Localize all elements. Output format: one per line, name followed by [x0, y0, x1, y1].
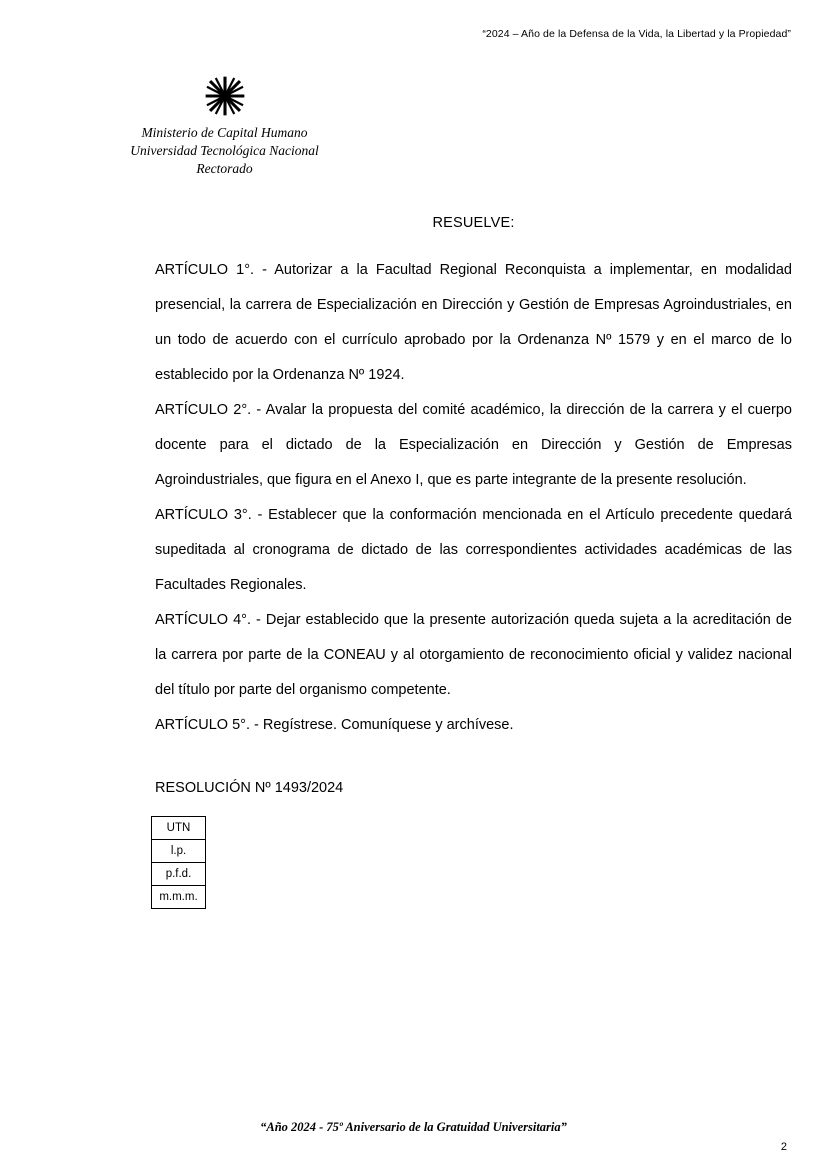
initials-cell-pfd: p.f.d.	[152, 863, 206, 886]
table-row	[152, 817, 206, 840]
letterhead-ministry: Ministerio de Capital Humano	[141, 125, 308, 140]
sun-of-may-emblem-icon	[203, 74, 247, 118]
letterhead	[112, 74, 337, 178]
table-row	[152, 886, 206, 909]
initials-cell-utn: UTN	[152, 817, 206, 840]
initials-table	[151, 816, 206, 909]
header-slogan: “2024 – Año de la Defensa de la Vida, la Libertad y la Propiedad”	[482, 28, 791, 40]
resolution-number: RESOLUCIÓN Nº 1493/2024	[155, 780, 344, 796]
article-5: ARTÍCULO 5°. - Regístrese. Comuníquese y archívese.	[155, 717, 514, 733]
page-number: 2	[780, 1141, 787, 1153]
footer-slogan: “Año 2024 - 75º Aniversario de la Gratuidad Universitaria”	[260, 1120, 567, 1134]
article-3: ARTÍCULO 3°. - Establecer que la conformación mencionada en el Artículo precedente quedará supeditada al cronograma de dictado de las correspondientes actividades académicas de las Facultades Regionales.	[155, 507, 792, 593]
letterhead-office: Rectorado	[196, 161, 253, 176]
letterhead-university: Universidad Tecnológica Nacional	[130, 143, 319, 158]
table-row	[152, 840, 206, 863]
article-4: ARTÍCULO 4°. - Dejar establecido que la presente autorización queda sujeta a la acreditación de la carrera por parte de la CONEAU y al otorgamiento de reconocimiento oficial y validez nacional del título por parte del organismo competente.	[155, 612, 792, 698]
initials-cell-lp: l.p.	[152, 840, 206, 863]
document-body	[155, 215, 792, 743]
table-row	[152, 863, 206, 886]
initials-cell-mmm: m.m.m.	[152, 886, 206, 909]
article-1: ARTÍCULO 1°. - Autorizar a la Facultad Regional Reconquista a implementar, en modalidad presencial, la carrera de Especialización en Dirección y Gestión de Empresas Agroindustriales, en un todo de acuerdo con el currículo aprobado por la Ordenanza Nº 1579 y en el marco de lo establecido por la Ordenanza Nº 1924.	[155, 262, 792, 383]
resuelve-heading: RESUELVE:	[432, 215, 515, 231]
article-2: ARTÍCULO 2°. - Avalar la propuesta del comité académico, la dirección de la carrera y el cuerpo docente para el dictado de la Especialización en Dirección y Gestión de Empresas Agroindustriales, que figura en el Anexo I, que es parte integrante de la presente resolución.	[155, 402, 792, 488]
